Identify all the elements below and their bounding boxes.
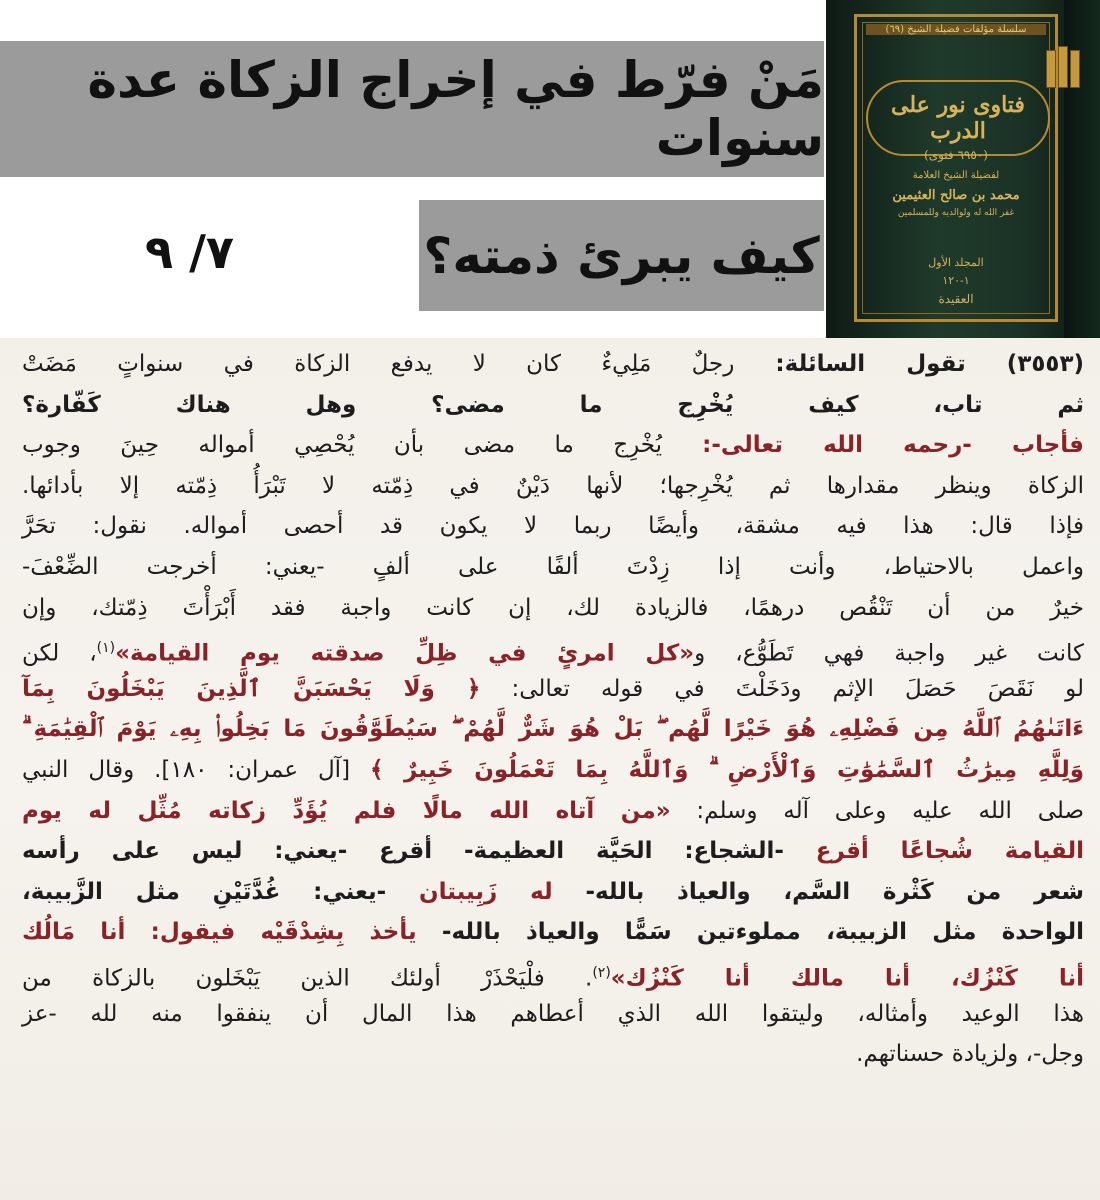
cover-title: فتاوى نور على الدرب [866,80,1050,156]
cover-author-note: غفر الله له ولوالديه وللمسلمين [897,208,1015,218]
text-segment: [آل عمران: ١٨٠]. وقال النبي [22,756,370,783]
scanned-page [0,338,1100,1200]
page-body-text [22,344,1084,1075]
text-segment: له زَبِيبتان [386,878,553,905]
text-segment: (٢) [592,964,611,981]
subtitle-banner [419,200,824,311]
cover-author: محمد بن صالح العثيمين [892,188,1020,203]
book-cover-image [826,0,1100,338]
text-line [22,344,1084,385]
cover-count: (٦٩٥٠ فتوى) [924,148,988,162]
text-segment: كانت غير واجبة فهي تَطَوُّع، و [694,640,1084,667]
book-emblem [1070,50,1080,88]
text-line [22,791,1084,832]
text-line [22,466,1084,507]
text-line [22,953,1084,994]
book-emblem [1046,50,1056,88]
text-segment: يُخْرِج ما مضى بأن يُحْصِي أمواله حِينَ وجوب [22,432,663,459]
text-segment: القيامة شُجاعًا أقرع [783,838,1084,865]
text-segment: هذا الوعيد وأمثاله، وليتقوا الله الذي أعطاهم هذا المال أن ينفقوا منه لله -عز [22,1000,1084,1027]
text-segment: الزكاة وينظر مقدارها ثم يُخْرِجها؛ لأنها دَيْنٌ في ذِمّته لا تَبْرَأُ ذِمّته إلا بأدائها. [22,472,1084,499]
text-line [22,547,1084,588]
text-segment: (١) [96,640,116,657]
text-line [22,669,1084,710]
text-segment: ءَاتَىٰهُمُ ٱللَّهُ مِن فَضْلِهِۦ هُوَ خَيْرًا لَّهُم ۖ بَلْ هُوَ شَرٌّ لَّهُمْ ۖ سَيُطَوَّقُونَ مَا بَخِلُوا۟ بِهِۦ يَوْمَ ٱلْقِيَٰمَةِ ۗ [22,716,1084,743]
text-segment: ، لكن [22,640,97,667]
book-emblem [1058,46,1068,88]
article-subtitle: كيف يبرئ ذمته؟ [423,226,820,285]
text-line [22,750,1084,791]
text-segment: ﴿ وَلَا يَحْسَبَنَّ ٱلَّذِينَ يَبْخَلُونَ بِمَآ [22,675,481,702]
page-indicator: ٧/ ٩ [145,225,234,279]
text-line [22,872,1084,913]
cover-topic: العقيدة [938,292,974,306]
text-segment: . فلْيَحْذَرْ أولئك الذين يَبْخَلون بالزكاة من [22,965,593,992]
article-title: مَنْ فرّط في إخراج الزكاة عدة سنوات [87,51,824,167]
text-line [22,385,1084,426]
text-segment: الواحدة مثل الزبيبة، مملوءتين سَمًّا والعياذ بالله- [416,919,1084,946]
text-line [22,994,1084,1035]
text-segment: لو نَقَصَ حَصَلَ الإثم ودَخَلْتَ في قوله تعالى: [480,675,1085,702]
text-line [22,831,1084,872]
text-segment: وَلِلَّهِ مِيرَٰثُ ٱلسَّمَٰوَٰتِ وَٱلْأَرْضِ ۗ وَٱللَّهُ بِمَا تَعْمَلُونَ خَبِيرٌ ﴾ [369,756,1084,783]
text-segment: رجلٌ مَلِيءٌ كان لا يدفع الزكاة في سنواتٍ مَضَتْ [22,351,735,377]
text-line [22,628,1084,669]
text-segment: -يعني: غُدَّتَيْنِ مثل الزَّبيبة، [22,878,387,905]
text-segment: شعر من كَثْرة السَّم، والعياذ بالله- [552,878,1084,905]
cover-volume: المجلد الأول [928,256,984,269]
text-segment: وجل-، ولزيادة حسناتهم. [856,1041,1084,1068]
text-segment: «كل امرئٍ في ظِلِّ صدقته يوم القيامة» [115,640,695,667]
text-line [22,506,1084,547]
text-segment: يأخذ بِشِدْقَيْه فيقول: أنا مَالُك [22,919,417,946]
cover-series: سلسلة مؤلفات فضيلة الشيخ (٦٩) [866,24,1046,35]
text-line [22,588,1084,629]
text-line [22,709,1084,750]
text-segment: -الشجاع: الحَيَّة العظيمة- أقرع -يعني: ليس على رأسه [22,838,784,865]
title-banner [0,41,824,177]
text-segment: خيرٌ من أن تَنْقُص درهمًا، فالزيادة لك، إن كانت واجبة فقد أَبْرَأْتَ ذِمّتك، وإن [22,594,1084,621]
text-segment: ثم تاب، كيف يُخْرِج ما مضى؟ وهل هناك كَفّارة؟ [22,391,1084,418]
text-segment: أنا كَنْزُك، أنا مالك أنا كَنْزُك» [610,965,1084,992]
text-segment: (٣٥٥٣) تقول السائلة: [734,351,1084,377]
text-segment: فأجاب -رحمه الله تعالى-: [662,432,1084,459]
text-segment: صلى الله عليه وعلى آله وسلم: [670,797,1085,824]
text-segment: فإذا قال: هذا فيه مشقة، وأيضًا ربما لا يكون قد أحصى أمواله. نقول: تحَرَّ [22,513,1084,540]
text-line [22,912,1084,953]
cover-author-prefix: لفضيلة الشيخ العلامة [912,170,1000,181]
text-segment: «من آتاه الله مالًا فلم يُؤَدِّ زكاته مُثِّل له يوم [22,797,671,824]
text-line [22,425,1084,466]
text-segment: واعمل بالاحتياط، وأنت إذا زِدْتَ ألفًا على ألفٍ -يعني: أخرجت الضِّعْفَ- [22,553,1084,580]
text-line [22,1034,1084,1075]
cover-range: ١-١٢٠ [942,274,970,287]
cover-frame-inner [862,22,1050,314]
